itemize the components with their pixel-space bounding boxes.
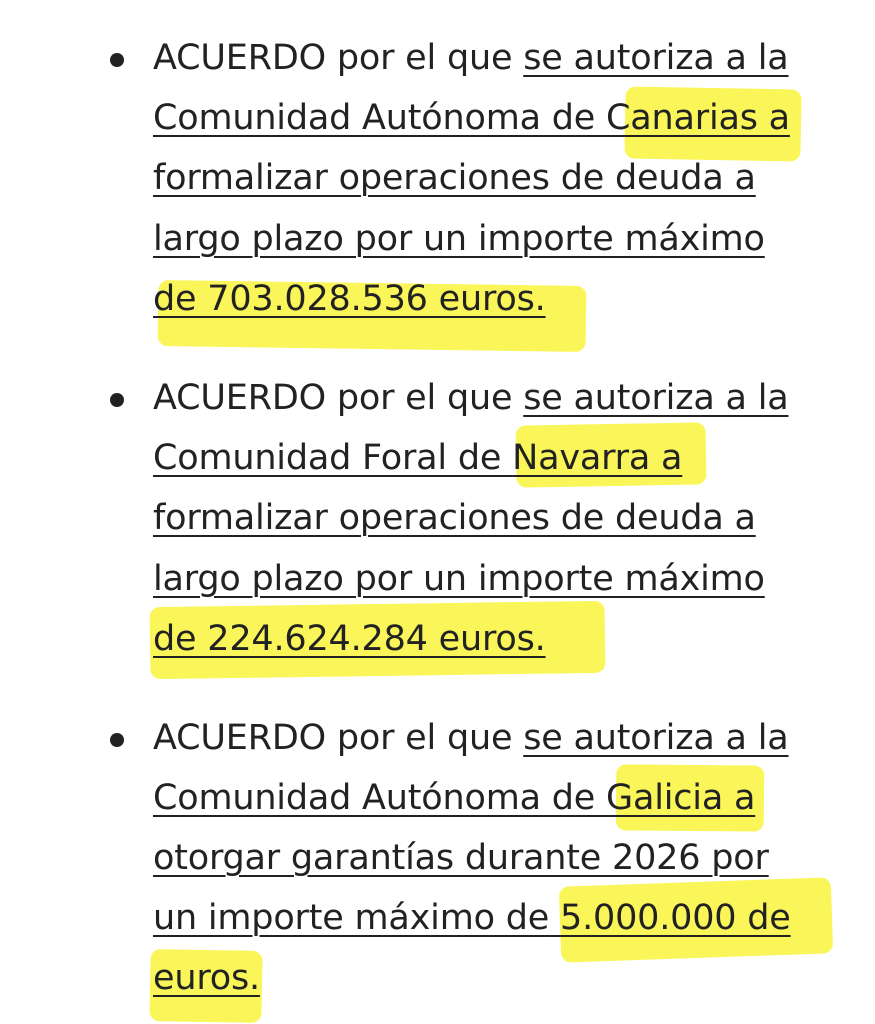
item-1-line-3[interactable]: formalizar operaciones de deuda a: [153, 158, 756, 198]
item-3-region[interactable]: Galicia a: [606, 778, 756, 818]
item-1-amount[interactable]: de 703.028.536 euros.: [153, 279, 546, 319]
item-3-line-3[interactable]: otorgar garantías durante 2026 por: [153, 838, 769, 878]
bullet-icon: [110, 393, 124, 407]
item-3-line-2[interactable]: [153, 774, 755, 822]
item-2-line-4[interactable]: largo plazo por un importe máximo: [153, 559, 765, 599]
item-2-line-2[interactable]: [153, 434, 682, 482]
item-3-amount[interactable]: 5.000.000 de: [549, 898, 791, 938]
item-1-region-prefix[interactable]: Comunidad Autónoma de: [153, 98, 607, 138]
item-1-link-start[interactable]: se autoriza a la: [523, 38, 789, 78]
item-2-region-prefix[interactable]: Comunidad Foral de: [153, 438, 513, 478]
item-1-lead: ACUERDO por el que: [153, 38, 524, 78]
item-2-line-1: [153, 374, 789, 422]
item-2-lead: ACUERDO por el que: [153, 378, 524, 418]
item-3-euros[interactable]: euros.: [153, 958, 260, 998]
item-1-line-2[interactable]: [153, 94, 790, 142]
item-3-link-start[interactable]: se autoriza a la: [523, 718, 789, 758]
bullet-icon: [110, 733, 124, 747]
item-3-region-prefix[interactable]: Comunidad Autónoma de: [153, 778, 607, 818]
item-3-line-4[interactable]: [153, 894, 791, 942]
item-3-lead: ACUERDO por el que: [153, 718, 524, 758]
bullet-icon: [110, 53, 124, 67]
item-1-line-4[interactable]: largo plazo por un importe máximo: [153, 219, 765, 259]
item-2-link-start[interactable]: se autoriza a la: [523, 378, 789, 418]
item-3-amount-prefix[interactable]: un importe máximo de: [153, 898, 550, 938]
item-2-region[interactable]: Navarra a: [512, 438, 683, 478]
item-2-line-3[interactable]: formalizar operaciones de deuda a: [153, 498, 756, 538]
item-1-line-1: [153, 34, 789, 82]
item-3-line-1: [153, 714, 789, 762]
item-1-region[interactable]: Canarias a: [606, 98, 790, 138]
item-2-amount[interactable]: de 224.624.284 euros.: [153, 619, 546, 659]
